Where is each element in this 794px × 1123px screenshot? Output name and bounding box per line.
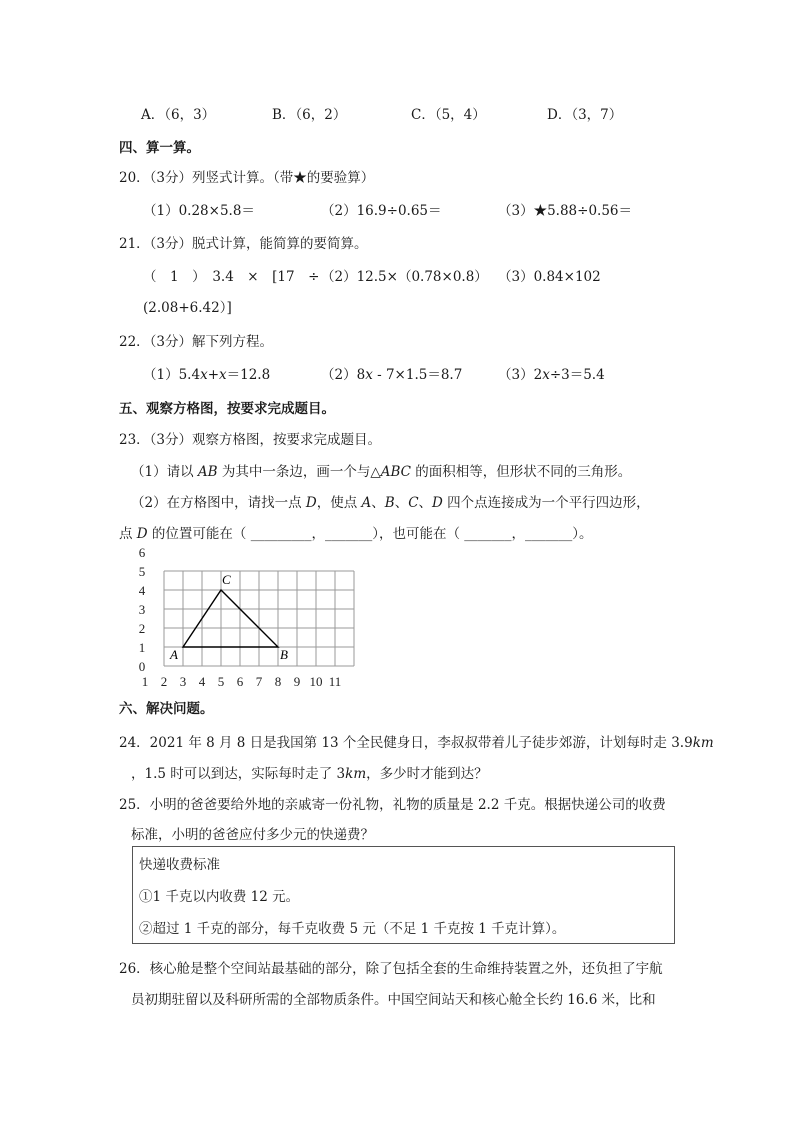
fee-rule-1: ①1 千克以内收费 12 元。 <box>139 889 300 905</box>
q23-part2: （2）在方格图中，请找一点 D，使点 A、B、C、D 四个点连接成为一个平行四边形， <box>131 495 650 511</box>
q25-line1: 25．小明的爸爸要给外地的亲戚寄一份礼物，礼物的质量是 2.2 千克。根据快递公司的收费 <box>119 797 666 813</box>
x-tick-label: 4 <box>198 674 206 689</box>
y-tick-label: 3 <box>138 602 146 617</box>
option-a: A．（6，3） <box>141 107 216 123</box>
x-tick-label: 11 <box>328 674 342 689</box>
section-5-title: 五、观察方格图，按要求完成题目。 <box>119 401 335 417</box>
q23-stem: 23．（3分）观察方格图，按要求完成题目。 <box>119 432 382 448</box>
q23-part1: （1）请以 AB 为其中一条边，画一个与△ABC 的面积相等，但形状不同的三角形。 <box>131 464 632 480</box>
fee-rule-2: ②超过 1 千克的部分，每千克收费 5 元（不足 1 千克按 1 千克计算）。 <box>139 921 566 937</box>
point-a-label: A <box>170 647 178 662</box>
q20-part1: （1）0.28×5.8＝ <box>143 203 255 219</box>
q20-part3: （3）★5.88÷0.56＝ <box>498 203 633 219</box>
y-tick-label: 2 <box>138 621 146 636</box>
option-b: B．（6，2） <box>272 107 347 123</box>
q21-part1-line2: (2.08+6.42）] <box>143 300 232 316</box>
section-4-title: 四、算一算。 <box>119 140 200 156</box>
q21-part2: （2）12.5×（0.78×0.8） <box>321 269 488 285</box>
q26-line2: 员初期驻留以及科研所需的全部物质条件。中国空间站天和核心舱全长约 16.6 米，比和 <box>131 992 656 1008</box>
q21-stem: 21．（3分）脱式计算，能简算的要简算。 <box>119 236 368 252</box>
coordinate-grid <box>128 544 378 690</box>
q20-part2: （2）16.9÷0.65＝ <box>321 203 442 219</box>
grid-lines <box>164 571 354 666</box>
q24-line1: 24．2021 年 8 月 8 日是我国第 13 个全民健身日，李叔叔带着儿子徒步郊游，计划每时走 3.9km <box>119 735 714 751</box>
option-d: D．（3，7） <box>547 107 623 123</box>
y-tick-label: 5 <box>138 564 146 579</box>
q26-line1: 26．核心舱是整个空间站最基础的部分，除了包括全套的生命维持装置之外，还负担了宇航 <box>119 961 663 977</box>
x-axis-ticks <box>142 674 342 689</box>
q24-line2: ，1.5 时可以到达，实际每时走了 3km，多少时才能到达？ <box>131 766 488 782</box>
x-tick-label: 9 <box>293 674 301 689</box>
x-tick-label: 8 <box>274 674 282 689</box>
q23-part2-answer-line: 点 D 的位置可能在（ _________，_______），也可能在（ _______，_______）。 <box>119 526 593 542</box>
q21-part3: （3）0.84×102 <box>498 269 601 285</box>
y-tick-label: 4 <box>138 583 146 598</box>
q22-stem: 22．（3分）解下列方程。 <box>119 334 274 350</box>
point-b-label: B <box>280 647 288 662</box>
y-tick-label: 1 <box>138 640 146 655</box>
fee-standard-box <box>132 846 675 944</box>
y-tick-label: 6 <box>138 545 146 560</box>
point-labels <box>169 572 288 662</box>
x-tick-label: 5 <box>217 674 225 689</box>
q25-line2: 标准，小明的爸爸应付多少元的快递费？ <box>131 827 374 843</box>
q22-part3: （3）2x÷3＝5.4 <box>498 367 605 383</box>
x-tick-label: 2 <box>160 674 168 689</box>
option-c: C．（5，4） <box>411 107 486 123</box>
q22-part2: （2）8x - 7×1.5＝8.7 <box>321 367 463 383</box>
point-c-label: C <box>222 572 231 587</box>
fee-box-title: 快递收费标准 <box>139 857 220 873</box>
x-tick-label: 3 <box>179 674 187 689</box>
x-tick-label: 1 <box>141 674 149 689</box>
triangle-abc <box>183 590 278 647</box>
section-6-title: 六、解决问题。 <box>119 701 214 717</box>
x-tick-label: 6 <box>236 674 244 689</box>
q21-part1-line1: （ 1 ） 3.4 × [17 ÷ <box>143 269 320 285</box>
y-axis-ticks <box>139 545 146 674</box>
triangle-shape <box>183 590 278 647</box>
x-tick-label: 10 <box>309 674 323 689</box>
q20-stem: 20．（3分）列竖式计算。（带★的要验算） <box>119 170 375 186</box>
x-tick-label: 7 <box>255 674 263 689</box>
q22-part1: （1）5.4x+x＝12.8 <box>143 367 271 383</box>
y-tick-label: 0 <box>138 659 146 674</box>
